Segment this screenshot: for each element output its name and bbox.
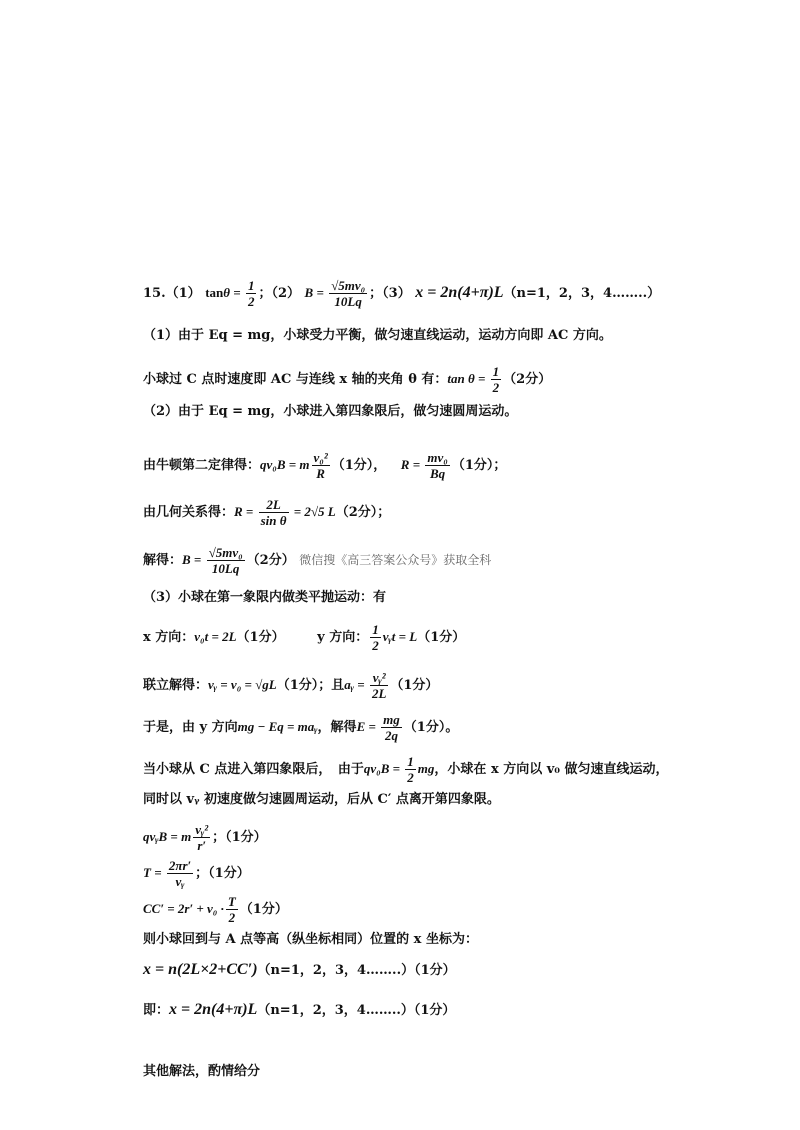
tan-num: 1 — [247, 278, 255, 293]
tan-label: tan — [205, 285, 224, 300]
b-fraction — [329, 278, 367, 309]
angle-points: （2分） — [503, 372, 552, 387]
solve-b-text: 解得： — [143, 553, 183, 568]
watermark-text: 微信搜《高三答案公众号》获取全科 — [299, 553, 492, 567]
radius-fraction — [425, 450, 449, 481]
newton-line — [143, 450, 770, 481]
ay-fraction — [370, 670, 388, 701]
tan-den: 2 — [247, 294, 255, 309]
x-formula: x = 2n(4+π)L — [415, 284, 504, 301]
centripetal-fraction — [193, 822, 210, 853]
solve-b-num: √5mv₀ — [208, 545, 243, 560]
solve-b-fraction — [207, 545, 245, 576]
solve-b-line — [143, 545, 770, 576]
e-eq: E = — [356, 719, 380, 734]
combined-text: 联立解得： — [143, 678, 209, 693]
question-number: 15. — [143, 286, 166, 301]
cc-den: 2 — [228, 910, 236, 925]
geometry-points: （2分）； — [335, 505, 391, 520]
e-num: mg — [383, 712, 400, 727]
grading-note: 其他解法，酌情给分 — [143, 1064, 261, 1079]
period-line — [143, 858, 770, 889]
radius-den: Bq — [430, 466, 446, 481]
b-label: B — [304, 285, 314, 300]
cc-points: （1分） — [239, 902, 288, 917]
final-post: （n=1，2，3，4……..）（1分） — [257, 1003, 456, 1018]
centripetal-line — [143, 822, 770, 853]
geometry-den: sin θ — [260, 513, 287, 528]
fourth-quadrant-num: 1 — [407, 754, 414, 769]
combined-mid: （1分）；且 — [276, 678, 345, 693]
y-direction-label: y 方向： — [317, 630, 369, 645]
cc-num: T — [227, 894, 236, 909]
cc-eq: CC′ = 2r′ + v₀ · — [143, 901, 224, 916]
b-num: √5mv₀ — [331, 278, 366, 293]
e-points: （1分）。 — [403, 720, 459, 735]
part-3-label: ；（3） — [369, 286, 411, 301]
angle-eq: tan θ = — [447, 371, 489, 386]
period-points: ；（1分） — [195, 866, 250, 881]
geometry-result: = 2√5 L — [290, 504, 336, 519]
fourth-quadrant-mg: mg — [417, 761, 435, 776]
return-line: 则小球回到与 A 点等高（纵坐标相同）位置的 x 坐标为： — [143, 932, 478, 947]
fourth-quadrant-text: 当小球从 C 点进入第四象限后， 由于 — [143, 762, 364, 777]
fourth-quadrant-post: ，小球在 x 方向以 v₀ 做匀速直线运动， — [434, 762, 669, 777]
geometry-fraction — [259, 497, 289, 528]
b-den: 10Lq — [334, 294, 362, 309]
x-coordinate-eq: x = n(2L×2+CC′) — [143, 961, 258, 978]
period-eq: T = — [143, 865, 165, 880]
half-fraction — [370, 622, 381, 653]
theta-symbol: θ — [223, 285, 231, 300]
newton-den: R — [316, 466, 325, 481]
radius-num: mv₀ — [427, 450, 448, 465]
circular-motion-line: 同时以 vᵧ 初速度做匀速圆周运动，后从 C′ 点离开第四象限。 — [143, 792, 500, 807]
angle-num: 1 — [492, 364, 500, 379]
field-line — [143, 712, 770, 743]
fourth-quadrant-eq: qv₀B = — [363, 761, 404, 776]
x-direction-points: （1分） — [236, 630, 285, 645]
ay-eq: aᵧ = — [344, 677, 368, 692]
combined-line — [143, 670, 770, 701]
newton-text: 由牛顿第二定律得： — [143, 458, 261, 473]
cc-line — [143, 894, 770, 925]
fourth-quadrant-line — [143, 754, 770, 785]
ay-den: 2L — [371, 686, 387, 701]
x-direction-eq: v₀t = 2L — [194, 629, 237, 644]
ay-points: （1分） — [390, 678, 439, 693]
geometry-line — [143, 497, 770, 528]
y-direction-eq: vᵧt = L — [382, 629, 418, 644]
x-coordinate-post: （n=1，2，3，4……..）（1分） — [257, 963, 456, 978]
angle-text: 小球过 C 点时速度即 AC 与连线 x 轴的夹角 θ 有： — [143, 372, 448, 387]
period-fraction — [167, 858, 193, 889]
answer-summary: 15.（1） tanθ = $\frac{1}{2}$ ；（2） B = $\frac{\text{√5mv₀}}{10Lq}$ ；（3） x = 2n(4+π)L（n=1，2，3，4……..） — [143, 278, 661, 309]
newton-eq: qv₀B = m — [260, 457, 310, 472]
x-coordinate-line — [143, 960, 770, 981]
centripetal-points: ；（1分） — [212, 830, 267, 845]
e-fraction — [381, 712, 402, 743]
cc-fraction — [226, 894, 238, 925]
final-eq: x = 2n(4+π)L — [169, 1001, 258, 1018]
equals-sign: = — [230, 285, 244, 300]
fourth-quadrant-fraction — [405, 754, 416, 785]
centripetal-num: vᵧ² — [195, 822, 209, 837]
ay-num: vᵧ² — [370, 670, 388, 686]
geometry-eq: R = — [234, 504, 257, 519]
fourth-quadrant-den: 2 — [407, 770, 414, 785]
projectile-line — [143, 622, 770, 653]
y-direction-points: （1分） — [417, 630, 466, 645]
field-eq: mg − Eq = maᵧ — [237, 719, 318, 734]
final-line — [143, 1000, 770, 1021]
field-mid: ，解得 — [317, 720, 357, 735]
solve-b-eq: B = — [182, 552, 205, 567]
geometry-text: 由几何关系得： — [143, 505, 235, 520]
tan-fraction — [246, 278, 257, 309]
centripetal-den: r′ — [197, 838, 207, 853]
solve-b-den: 10Lq — [211, 561, 240, 576]
angle-den: 2 — [492, 380, 500, 395]
solution-part-3: （3）小球在第一象限内做类平抛运动：有 — [143, 590, 387, 605]
half-den: 2 — [372, 638, 379, 653]
period-num: 2πr′ — [168, 858, 192, 873]
x-direction-label: x 方向： — [143, 630, 195, 645]
solution-part-1: （1）由于 Eq = mg，小球受力平衡，做匀速直线运动，运动方向即 AC 方向。 — [143, 328, 612, 343]
half-num: 1 — [372, 622, 379, 637]
radius-eq: R = — [400, 457, 424, 472]
e-den: 2q — [384, 728, 398, 743]
newton-fraction — [312, 450, 330, 481]
solution-part-2: （2）由于 Eq = mg，小球进入第四象限后，做匀速圆周运动。 — [143, 404, 518, 419]
geometry-num: 2L — [259, 497, 289, 513]
part-2-label: ；（2） — [258, 286, 300, 301]
newton-points: （1分）， — [331, 458, 387, 473]
angle-fraction — [491, 364, 502, 395]
n-range: （n=1，2，3，4……..） — [503, 286, 661, 301]
radius-points: （1分）； — [451, 458, 507, 473]
angle-line — [143, 364, 770, 395]
solve-b-points: （2分） — [246, 553, 295, 568]
final-text: 即： — [143, 1003, 170, 1018]
newton-num: v₀² — [313, 450, 328, 465]
field-text: 于是，由 y 方向 — [143, 720, 238, 735]
vy-eq: vᵧ = v₀ = √gL — [208, 677, 277, 692]
centripetal-eq: qvᵧB = m — [143, 829, 192, 844]
period-den: vᵧ — [175, 874, 185, 889]
part-1-label: （1） — [165, 286, 201, 301]
